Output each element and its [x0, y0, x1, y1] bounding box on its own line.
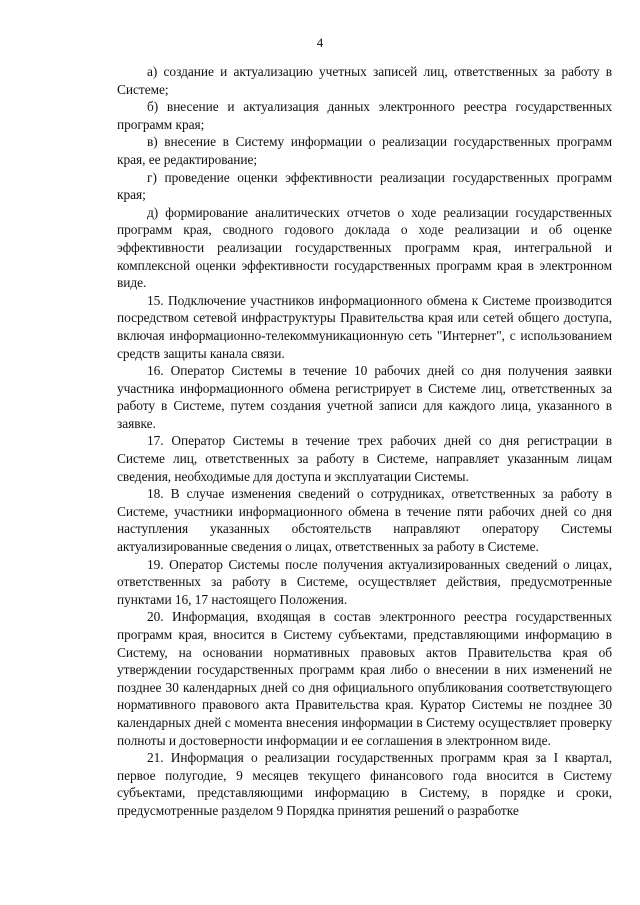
paragraph-20: 20. Информация, входящая в состав электронного реестра государственных программ края, вносится в Систему субъектами, представляющими информацию в Систему, на основании нормативных правовых актов Правительства края об утверждении государственных программ края либо о внесении в них изменений не позднее 30 календарных дней со дня официального опубликования соответствующего нормативного правового акта Правительства края. Куратор Системы не позднее 30 календарных дней с момента внесения информации в Систему осуществляет проверку полноты и достоверности информации и ее соглашения в электронном виде.: [117, 609, 612, 748]
page-number: 4: [316, 35, 324, 50]
paragraph-item-v: в) внесение в Систему информации о реализации государственных программ края, ее редактирование;: [117, 134, 612, 167]
paragraph-17: 17. Оператор Системы в течение трех рабочих дней со дня регистрации в Системе лиц, ответственных за работу в Системе, направляет указанным лицам сведения, необходимые для доступа и эксплуатации Системы.: [117, 433, 612, 484]
paragraph-item-a: а) создание и актуализацию учетных записей лиц, ответственных за работу в Системе;: [117, 64, 612, 97]
paragraph-item-b: б) внесение и актуализация данных электронного реестра государственных программ края;: [117, 99, 612, 132]
paragraph-15: 15. Подключение участников информационного обмена к Системе производится посредством сетевой инфраструктуры Правительства края или сетей общего доступа, включая информационно-телекоммуникационную сеть "Интернет", с использованием средств защиты канала связи.: [117, 292, 612, 361]
paragraph-19: 19. Оператор Системы после получения актуализированных сведений о лицах, ответственных за работу в Системе, осуществляет действия, предусмотренные пунктами 16, 17 настоящего Положения.: [117, 556, 612, 607]
paragraph-item-g: г) проведение оценки эффективности реализации государственных программ края;: [117, 169, 612, 203]
paragraph-21: 21. Информация о реализации государственных программ края за I квартал, первое полугодие, 9 месяцев текущего финансового года вносится в Систему субъектами, представляющими информацию в Систему, в порядке и сроки, предусмотренные разделом 9 Порядка принятия решений о разработке: [117, 750, 612, 818]
document-body: [117, 63, 612, 820]
paragraph-18: 18. В случае изменения сведений о сотрудниках, ответственных за работу в Системе, участники информационного обмена в течение пяти рабочих дней со дня наступления указанных обстоятельств направляют оператору Системы актуализированные сведения о лицах, ответственных за работу в Системе.: [117, 486, 612, 555]
paragraph-16: 16. Оператор Системы в течение 10 рабочих дней со дня получения заявки участника информационного обмена регистрирует в Системе лиц, ответственных за работу в Системе, путем создания учетной записи для каждого лица, указанного в заявке.: [117, 363, 612, 431]
paragraph-item-d: д) формирование аналитических отчетов о ходе реализации государственных программ края, сводного годового доклада о ходе реализации и об оценке эффективности реализации государственных программ края, интегральной и комплексной оценки эффективности государственных программ края в электронном виде.: [117, 204, 612, 291]
